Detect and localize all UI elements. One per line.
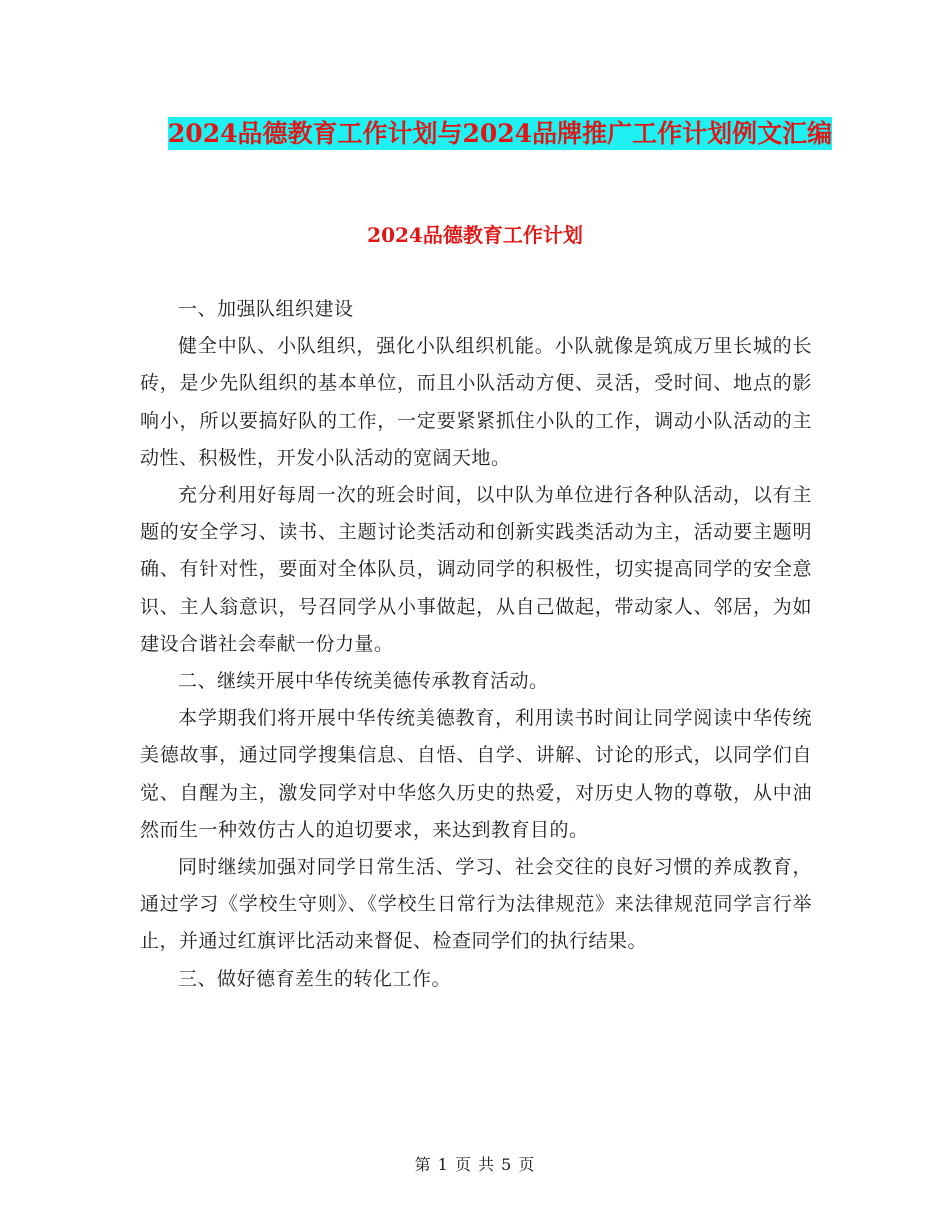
body-paragraph: 同时继续加强对同学日常生活、学习、社会交往的良好习惯的养成教育，通过学习《学校生守则》、《学校生日常行为法律规范》来法律规范同学言行举止，并通过红旗评比活动来督促、检查同学们的执行结果。 [140,856,812,953]
document-title-text: 2024品德教育工作计划与2024品牌推广工作计划例文汇编 [167,119,833,148]
page-footer: 第 1 页 共 5 页 [414,1155,536,1174]
document-title [140,112,860,156]
body-paragraph: 充分利用好每周一次的班会时间，以中队为单位进行各种队活动，以有主题的安全学习、读书、主题讨论类活动和创新实践类活动为主，活动要主题明确、有针对性，要面对全体队员，调动同学的积极性，切实提高同学的安全意识、主人翁意识，号召同学从小事做起，从自己做起，带动家人、邻居，为如建设合谐社会奉献一份力量。 [140,484,812,655]
heading-paragraph-3: 三、做好德育差生的转化工作。 [178,967,452,990]
body-paragraph: 健全中队、小队组织，强化小队组织机能。小队就像是筑成万里长城的长砖，是少先队组织的基本单位，而且小队活动方便、灵活，受时间、地点的影响小，所以要搞好队的工作，一定要紧紧抓住小队的工作，调动小队活动的主动性、积极性，开发小队活动的宽阔天地。 [140,335,812,469]
heading-paragraph-1: 一、加强队组织建设 [178,298,354,320]
heading-paragraph-2: 二、继续开展中华传统美德传承教育活动。 [178,670,549,693]
document-body [140,291,812,998]
body-paragraph: 本学期我们将开展中华传统美德教育，利用读书时间让同学阅读中华传统美德故事，通过同学搜集信息、自悟、自学、讲解、讨论的形式，以同学们自觉、自醒为主，激发同学对中华悠久历史的热爱，对历史人物的尊敬，从中油然而生一种效仿古人的迫切要求，来达到教育目的。 [140,707,812,841]
section-title: 2024品德教育工作计划 [367,223,583,247]
